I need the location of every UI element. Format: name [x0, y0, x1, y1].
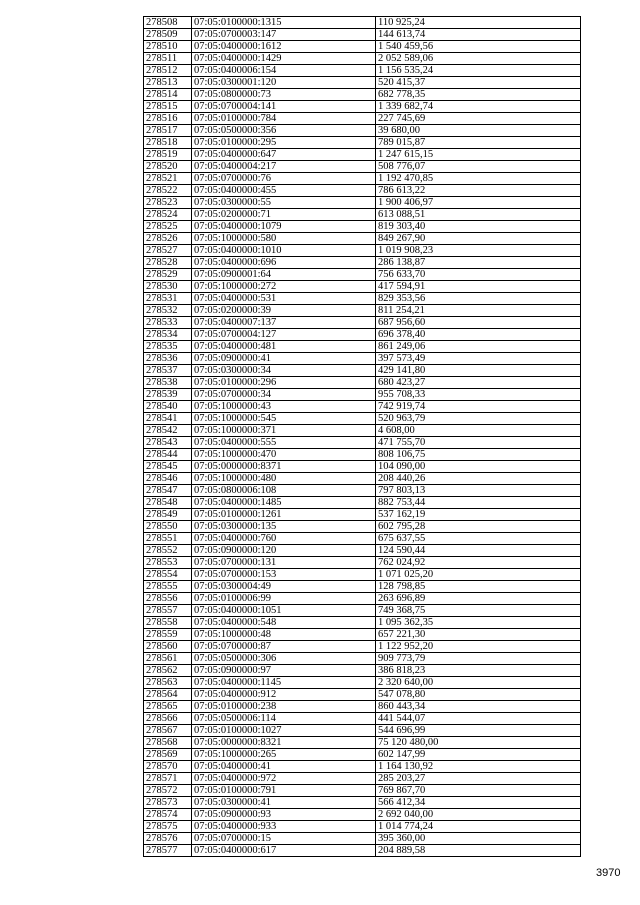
- row-number-cell: 278569: [144, 749, 192, 761]
- cadastral-number-cell: 07:05:0100000:238: [192, 701, 376, 713]
- cadastral-number-cell: 07:05:0400000:531: [192, 293, 376, 305]
- row-number-cell: 278557: [144, 605, 192, 617]
- cadastral-number-cell: 07:05:0100006:99: [192, 593, 376, 605]
- cadastral-value-cell: 124 590,44: [376, 545, 581, 557]
- cadastral-number-cell: 07:05:0700000:153: [192, 569, 376, 581]
- cadastral-value-cell: 657 221,30: [376, 629, 581, 641]
- cadastral-value-cell: 2 692 040,00: [376, 809, 581, 821]
- cadastral-value-cell: 395 360,00: [376, 833, 581, 845]
- cadastral-value-cell: 756 633,70: [376, 269, 581, 281]
- row-number-cell: 278559: [144, 629, 192, 641]
- cadastral-value-cell: 687 956,60: [376, 317, 581, 329]
- cadastral-value-cell: 429 141,80: [376, 365, 581, 377]
- cadastral-number-cell: 07:05:1000000:48: [192, 629, 376, 641]
- row-number-cell: 278521: [144, 173, 192, 185]
- cadastral-value-cell: 786 613,22: [376, 185, 581, 197]
- table-row: [144, 329, 581, 341]
- row-number-cell: 278574: [144, 809, 192, 821]
- cadastral-number-cell: 07:05:0100000:296: [192, 377, 376, 389]
- table-row: [144, 665, 581, 677]
- cadastral-number-cell: 07:05:0400000:912: [192, 689, 376, 701]
- row-number-cell: 278547: [144, 485, 192, 497]
- row-number-cell: 278544: [144, 449, 192, 461]
- cadastral-value-cell: 144 613,74: [376, 29, 581, 41]
- cadastral-value-cell: 749 368,75: [376, 605, 581, 617]
- table-row: [144, 233, 581, 245]
- cadastral-value-cell: 4 608,00: [376, 425, 581, 437]
- table-row: [144, 41, 581, 53]
- cadastral-value-cell: 829 353,56: [376, 293, 581, 305]
- row-number-cell: 278558: [144, 617, 192, 629]
- row-number-cell: 278540: [144, 401, 192, 413]
- table-row: [144, 449, 581, 461]
- cadastral-value-cell: 227 745,69: [376, 113, 581, 125]
- table-row: [144, 281, 581, 293]
- cadastral-number-cell: 07:05:0000000:8371: [192, 461, 376, 473]
- cadastral-value-cell: 2 320 640,00: [376, 677, 581, 689]
- table-row: [144, 365, 581, 377]
- row-number-cell: 278556: [144, 593, 192, 605]
- cadastral-number-cell: 07:05:0400000:481: [192, 341, 376, 353]
- table-row: [144, 785, 581, 797]
- cadastral-number-cell: 07:05:0500000:306: [192, 653, 376, 665]
- row-number-cell: 278510: [144, 41, 192, 53]
- cadastral-number-cell: 07:05:0800006:108: [192, 485, 376, 497]
- cadastral-number-cell: 07:05:0700000:87: [192, 641, 376, 653]
- table-row: [144, 581, 581, 593]
- cadastral-value-cell: 520 415,37: [376, 77, 581, 89]
- table-row: [144, 773, 581, 785]
- cadastral-value-cell: 104 090,00: [376, 461, 581, 473]
- cadastral-number-cell: 07:05:0400000:933: [192, 821, 376, 833]
- table-row: [144, 257, 581, 269]
- table-row: [144, 77, 581, 89]
- cadastral-number-cell: 07:05:0300000:135: [192, 521, 376, 533]
- row-number-cell: 278526: [144, 233, 192, 245]
- cadastral-number-cell: 07:05:1000000:272: [192, 281, 376, 293]
- table-row: [144, 521, 581, 533]
- row-number-cell: 278519: [144, 149, 192, 161]
- row-number-cell: 278522: [144, 185, 192, 197]
- cadastral-value-cell: 1 095 362,35: [376, 617, 581, 629]
- cadastral-number-cell: 07:05:0700000:15: [192, 833, 376, 845]
- row-number-cell: 278572: [144, 785, 192, 797]
- table-row: [144, 101, 581, 113]
- table-row: [144, 401, 581, 413]
- cadastral-number-cell: 07:05:0400000:1079: [192, 221, 376, 233]
- row-number-cell: 278564: [144, 689, 192, 701]
- cadastral-value-cell: 1 192 470,85: [376, 173, 581, 185]
- cadastral-value-cell: 819 303,40: [376, 221, 581, 233]
- table-row: [144, 113, 581, 125]
- row-number-cell: 278551: [144, 533, 192, 545]
- row-number-cell: 278550: [144, 521, 192, 533]
- table-row: [144, 653, 581, 665]
- row-number-cell: 278525: [144, 221, 192, 233]
- row-number-cell: 278515: [144, 101, 192, 113]
- cadastral-number-cell: 07:05:0400000:1010: [192, 245, 376, 257]
- cadastral-value-cell: 386 818,23: [376, 665, 581, 677]
- row-number-cell: 278553: [144, 557, 192, 569]
- cadastral-number-cell: 07:05:0300004:49: [192, 581, 376, 593]
- row-number-cell: 278548: [144, 497, 192, 509]
- cadastral-number-cell: 07:05:0900000:120: [192, 545, 376, 557]
- table-row: [144, 473, 581, 485]
- row-number-cell: 278571: [144, 773, 192, 785]
- cadastral-number-cell: 07:05:0700000:131: [192, 557, 376, 569]
- table-row: [144, 497, 581, 509]
- table-row: [144, 389, 581, 401]
- cadastral-number-cell: 07:05:0100000:791: [192, 785, 376, 797]
- table-row: [144, 53, 581, 65]
- table-row: [144, 617, 581, 629]
- table-row: [144, 509, 581, 521]
- table-row: [144, 701, 581, 713]
- cadastral-value-cell: 285 203,27: [376, 773, 581, 785]
- table-row: [144, 197, 581, 209]
- table-row: [144, 377, 581, 389]
- cadastral-value-cell: 811 254,21: [376, 305, 581, 317]
- cadastral-value-cell: 286 138,87: [376, 257, 581, 269]
- cadastral-value-cell: 2 052 589,06: [376, 53, 581, 65]
- cadastral-value-cell: 602 795,28: [376, 521, 581, 533]
- table-row: [144, 545, 581, 557]
- cadastral-value-cell: 1 156 535,24: [376, 65, 581, 77]
- row-number-cell: 278560: [144, 641, 192, 653]
- row-number-cell: 278546: [144, 473, 192, 485]
- table-row: [144, 149, 581, 161]
- row-number-cell: 278517: [144, 125, 192, 137]
- row-number-cell: 278534: [144, 329, 192, 341]
- table-row: [144, 629, 581, 641]
- cadastral-number-cell: 07:05:1000000:545: [192, 413, 376, 425]
- row-number-cell: 278575: [144, 821, 192, 833]
- row-number-cell: 278554: [144, 569, 192, 581]
- cadastral-number-cell: 07:05:0400000:647: [192, 149, 376, 161]
- cadastral-value-table-container: [143, 16, 580, 857]
- row-number-cell: 278509: [144, 29, 192, 41]
- cadastral-number-cell: 07:05:0400000:41: [192, 761, 376, 773]
- cadastral-value-cell: 675 637,55: [376, 533, 581, 545]
- row-number-cell: 278538: [144, 377, 192, 389]
- table-row: [144, 557, 581, 569]
- cadastral-value-cell: 860 443,34: [376, 701, 581, 713]
- cadastral-number-cell: 07:05:1000000:43: [192, 401, 376, 413]
- table-row: [144, 809, 581, 821]
- table-row: [144, 413, 581, 425]
- table-row: [144, 485, 581, 497]
- cadastral-value-cell: 602 147,99: [376, 749, 581, 761]
- cadastral-number-cell: 07:05:0400000:617: [192, 845, 376, 857]
- table-row: [144, 713, 581, 725]
- cadastral-value-cell: 797 803,13: [376, 485, 581, 497]
- cadastral-value-cell: 520 963,79: [376, 413, 581, 425]
- cadastral-number-cell: 07:05:0900001:64: [192, 269, 376, 281]
- cadastral-number-cell: 07:05:0100000:1261: [192, 509, 376, 521]
- cadastral-number-cell: 07:05:0400000:760: [192, 533, 376, 545]
- row-number-cell: 278567: [144, 725, 192, 737]
- table-row: [144, 353, 581, 365]
- cadastral-value-cell: 742 919,74: [376, 401, 581, 413]
- cadastral-number-cell: 07:05:0400000:1485: [192, 497, 376, 509]
- row-number-cell: 278512: [144, 65, 192, 77]
- row-number-cell: 278576: [144, 833, 192, 845]
- row-number-cell: 278531: [144, 293, 192, 305]
- cadastral-number-cell: 07:05:0900000:41: [192, 353, 376, 365]
- table-row: [144, 173, 581, 185]
- cadastral-value-cell: 128 798,85: [376, 581, 581, 593]
- row-number-cell: 278524: [144, 209, 192, 221]
- row-number-cell: 278530: [144, 281, 192, 293]
- cadastral-number-cell: 07:05:0700000:34: [192, 389, 376, 401]
- table-row: [144, 677, 581, 689]
- cadastral-number-cell: 07:05:0400000:455: [192, 185, 376, 197]
- row-number-cell: 278555: [144, 581, 192, 593]
- row-number-cell: 278508: [144, 17, 192, 29]
- cadastral-number-cell: 07:05:0400007:137: [192, 317, 376, 329]
- cadastral-number-cell: 07:05:0500006:114: [192, 713, 376, 725]
- cadastral-number-cell: 07:05:0700004:141: [192, 101, 376, 113]
- table-row: [144, 161, 581, 173]
- cadastral-value-cell: 110 925,24: [376, 17, 581, 29]
- cadastral-number-cell: 07:05:0400000:972: [192, 773, 376, 785]
- table-row: [144, 761, 581, 773]
- table-row: [144, 821, 581, 833]
- cadastral-value-cell: 208 440,26: [376, 473, 581, 485]
- row-number-cell: 278577: [144, 845, 192, 857]
- row-number-cell: 278520: [144, 161, 192, 173]
- table-row: [144, 209, 581, 221]
- row-number-cell: 278513: [144, 77, 192, 89]
- table-row: [144, 245, 581, 257]
- row-number-cell: 278552: [144, 545, 192, 557]
- row-number-cell: 278533: [144, 317, 192, 329]
- cadastral-number-cell: 07:05:0400000:696: [192, 257, 376, 269]
- cadastral-value-cell: 849 267,90: [376, 233, 581, 245]
- cadastral-value-cell: 1 339 682,74: [376, 101, 581, 113]
- cadastral-number-cell: 07:05:0900000:93: [192, 809, 376, 821]
- table-row: [144, 533, 581, 545]
- table-row: [144, 425, 581, 437]
- cadastral-number-cell: 07:05:0100000:784: [192, 113, 376, 125]
- cadastral-number-cell: 07:05:0500000:356: [192, 125, 376, 137]
- cadastral-number-cell: 07:05:0400000:1145: [192, 677, 376, 689]
- cadastral-value-cell: 441 544,07: [376, 713, 581, 725]
- cadastral-value-cell: 1 014 774,24: [376, 821, 581, 833]
- cadastral-value-cell: 1 122 952,20: [376, 641, 581, 653]
- cadastral-value-cell: 537 162,19: [376, 509, 581, 521]
- table-row: [144, 437, 581, 449]
- row-number-cell: 278561: [144, 653, 192, 665]
- cadastral-value-cell: 769 867,70: [376, 785, 581, 797]
- row-number-cell: 278562: [144, 665, 192, 677]
- cadastral-number-cell: 07:05:1000000:480: [192, 473, 376, 485]
- row-number-cell: 278532: [144, 305, 192, 317]
- page-number: 3970: [596, 867, 621, 879]
- table-row: [144, 833, 581, 845]
- row-number-cell: 278529: [144, 269, 192, 281]
- cadastral-number-cell: 07:05:0300001:120: [192, 77, 376, 89]
- cadastral-number-cell: 07:05:1000000:371: [192, 425, 376, 437]
- row-number-cell: 278568: [144, 737, 192, 749]
- cadastral-number-cell: 07:05:0400006:154: [192, 65, 376, 77]
- row-number-cell: 278566: [144, 713, 192, 725]
- cadastral-number-cell: 07:05:0200000:71: [192, 209, 376, 221]
- row-number-cell: 278545: [144, 461, 192, 473]
- row-number-cell: 278527: [144, 245, 192, 257]
- table-row: [144, 461, 581, 473]
- cadastral-value-cell: 75 120 480,00: [376, 737, 581, 749]
- cadastral-number-cell: 07:05:0100000:295: [192, 137, 376, 149]
- cadastral-value-cell: 680 423,27: [376, 377, 581, 389]
- cadastral-value-cell: 1 164 130,92: [376, 761, 581, 773]
- row-number-cell: 278565: [144, 701, 192, 713]
- row-number-cell: 278542: [144, 425, 192, 437]
- cadastral-number-cell: 07:05:0400000:555: [192, 437, 376, 449]
- cadastral-value-cell: 544 696,99: [376, 725, 581, 737]
- row-number-cell: 278523: [144, 197, 192, 209]
- row-number-cell: 278570: [144, 761, 192, 773]
- cadastral-number-cell: 07:05:0400004:217: [192, 161, 376, 173]
- table-row: [144, 593, 581, 605]
- table-row: [144, 89, 581, 101]
- cadastral-number-cell: 07:05:0100000:1315: [192, 17, 376, 29]
- cadastral-number-cell: 07:05:0400000:1612: [192, 41, 376, 53]
- table-row: [144, 221, 581, 233]
- table-row: [144, 137, 581, 149]
- table-row: [144, 341, 581, 353]
- cadastral-value-cell: 808 106,75: [376, 449, 581, 461]
- cadastral-number-cell: 07:05:0400000:548: [192, 617, 376, 629]
- cadastral-value-cell: 417 594,91: [376, 281, 581, 293]
- cadastral-value-cell: 39 680,00: [376, 125, 581, 137]
- table-row: [144, 17, 581, 29]
- cadastral-number-cell: 07:05:1000000:580: [192, 233, 376, 245]
- cadastral-number-cell: 07:05:0300000:41: [192, 797, 376, 809]
- row-number-cell: 278537: [144, 365, 192, 377]
- row-number-cell: 278573: [144, 797, 192, 809]
- cadastral-value-cell: 1 900 406,97: [376, 197, 581, 209]
- table-row: [144, 305, 581, 317]
- table-row: [144, 185, 581, 197]
- cadastral-number-cell: 07:05:0700003:147: [192, 29, 376, 41]
- cadastral-value-cell: 508 776,07: [376, 161, 581, 173]
- cadastral-number-cell: 07:05:0700004:127: [192, 329, 376, 341]
- cadastral-value-cell: 861 249,06: [376, 341, 581, 353]
- cadastral-value-cell: 547 078,80: [376, 689, 581, 701]
- cadastral-value-cell: 1 247 615,15: [376, 149, 581, 161]
- cadastral-value-cell: 566 412,34: [376, 797, 581, 809]
- row-number-cell: 278536: [144, 353, 192, 365]
- cadastral-value-cell: 263 696,89: [376, 593, 581, 605]
- table-row: [144, 65, 581, 77]
- cadastral-number-cell: 07:05:0700000:76: [192, 173, 376, 185]
- cadastral-value-cell: 955 708,33: [376, 389, 581, 401]
- table-row: [144, 797, 581, 809]
- cadastral-value-cell: 882 753,44: [376, 497, 581, 509]
- cadastral-number-cell: 07:05:0300000:34: [192, 365, 376, 377]
- cadastral-number-cell: 07:05:0400000:1429: [192, 53, 376, 65]
- table-row: [144, 293, 581, 305]
- cadastral-number-cell: 07:05:0800000:73: [192, 89, 376, 101]
- table-row: [144, 605, 581, 617]
- cadastral-value-cell: 1 540 459,56: [376, 41, 581, 53]
- cadastral-value-cell: 909 773,79: [376, 653, 581, 665]
- cadastral-value-cell: 204 889,58: [376, 845, 581, 857]
- cadastral-value-cell: 682 778,35: [376, 89, 581, 101]
- row-number-cell: 278516: [144, 113, 192, 125]
- row-number-cell: 278514: [144, 89, 192, 101]
- row-number-cell: 278518: [144, 137, 192, 149]
- table-row: [144, 725, 581, 737]
- table-row: [144, 749, 581, 761]
- row-number-cell: 278535: [144, 341, 192, 353]
- row-number-cell: 278528: [144, 257, 192, 269]
- cadastral-number-cell: 07:05:0300000:55: [192, 197, 376, 209]
- row-number-cell: 278539: [144, 389, 192, 401]
- cadastral-value-cell: 613 088,51: [376, 209, 581, 221]
- row-number-cell: 278511: [144, 53, 192, 65]
- cadastral-value-cell: 397 573,49: [376, 353, 581, 365]
- row-number-cell: 278541: [144, 413, 192, 425]
- table-row: [144, 29, 581, 41]
- cadastral-number-cell: 07:05:0900000:97: [192, 665, 376, 677]
- cadastral-number-cell: 07:05:0400000:1051: [192, 605, 376, 617]
- cadastral-value-cell: 696 378,40: [376, 329, 581, 341]
- cadastral-value-cell: 471 755,70: [376, 437, 581, 449]
- cadastral-number-cell: 07:05:1000000:470: [192, 449, 376, 461]
- table-row: [144, 641, 581, 653]
- table-row: [144, 737, 581, 749]
- row-number-cell: 278549: [144, 509, 192, 521]
- table-body: [144, 17, 581, 857]
- cadastral-number-cell: 07:05:0000000:8321: [192, 737, 376, 749]
- cadastral-value-cell: 1 019 908,23: [376, 245, 581, 257]
- cadastral-value-cell: 789 015,87: [376, 137, 581, 149]
- cadastral-number-cell: 07:05:0200000:39: [192, 305, 376, 317]
- cadastral-value-cell: 762 024,92: [376, 557, 581, 569]
- cadastral-number-cell: 07:05:0100000:1027: [192, 725, 376, 737]
- table-row: [144, 317, 581, 329]
- table-row: [144, 569, 581, 581]
- table-row: [144, 689, 581, 701]
- cadastral-number-cell: 07:05:1000000:265: [192, 749, 376, 761]
- table-row: [144, 269, 581, 281]
- row-number-cell: 278563: [144, 677, 192, 689]
- cadastral-value-table: [143, 16, 581, 857]
- cadastral-value-cell: 1 071 025,20: [376, 569, 581, 581]
- table-row: [144, 125, 581, 137]
- row-number-cell: 278543: [144, 437, 192, 449]
- table-row: [144, 845, 581, 857]
